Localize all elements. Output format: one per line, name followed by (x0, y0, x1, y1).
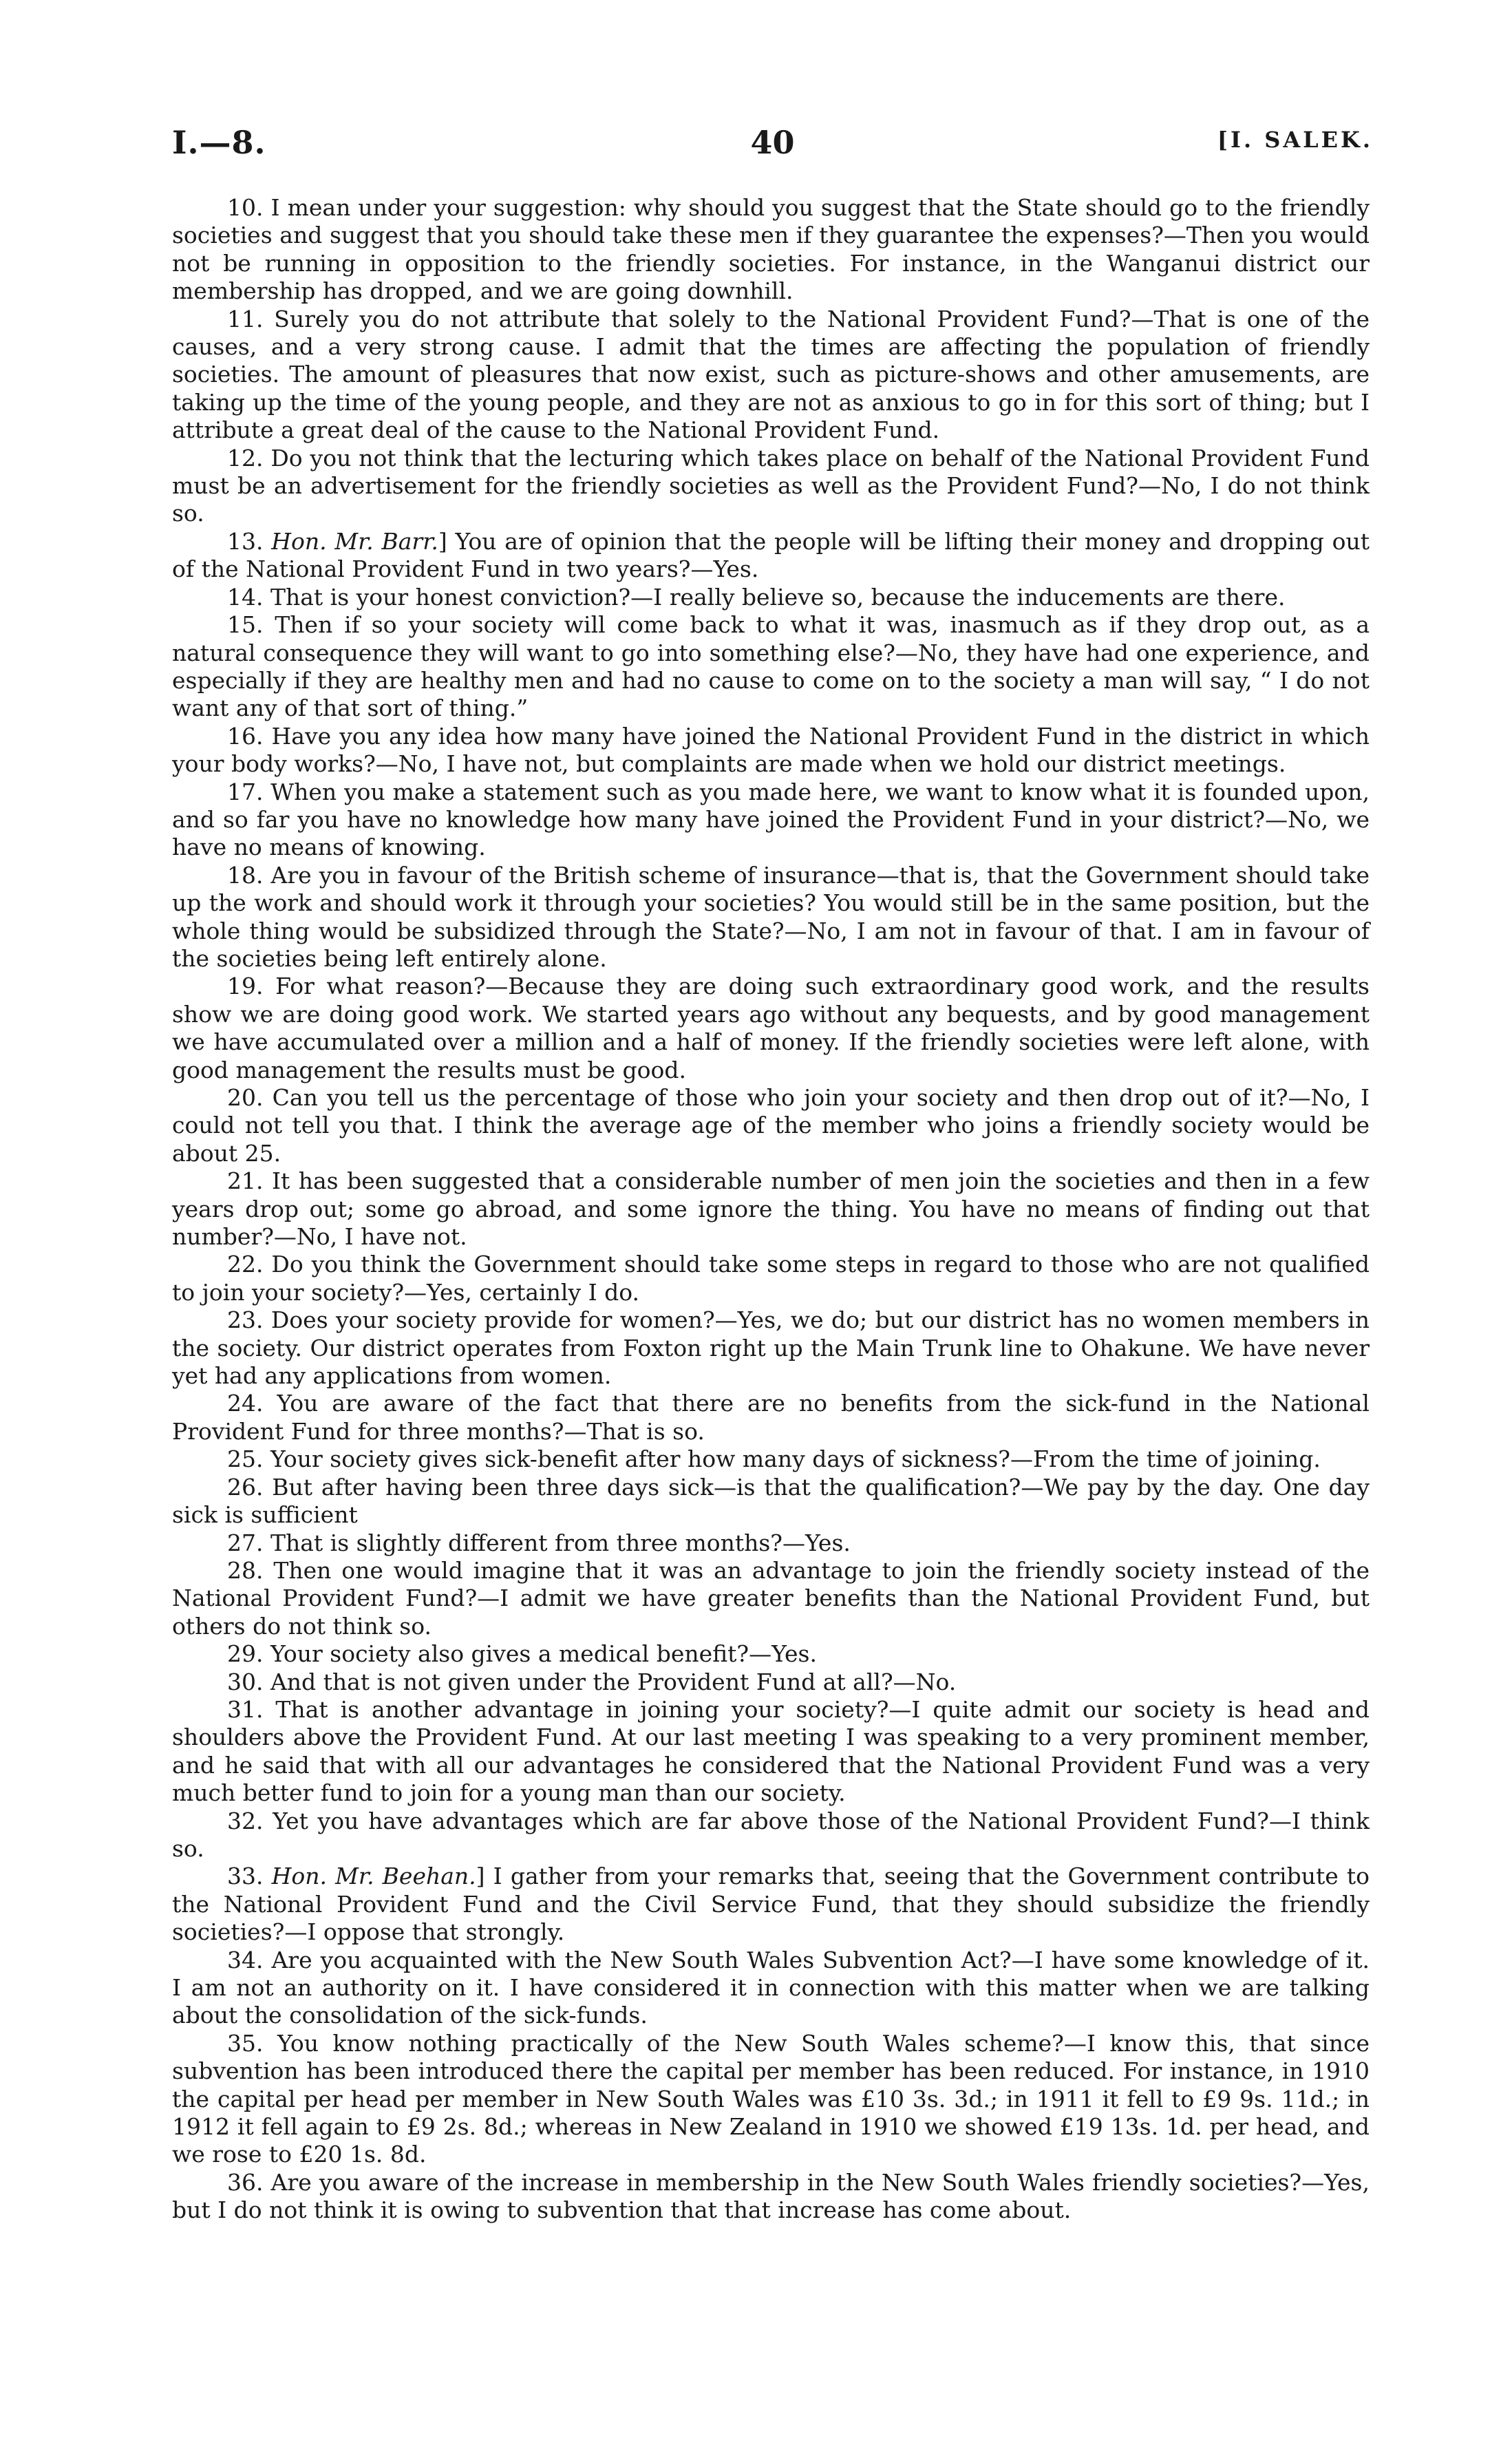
question-29: 29. Your society also gives a medical benefit?—Yes. (227, 1640, 817, 1668)
question-27: 27. That is slightly different from three months?—Yes. (227, 1529, 851, 1556)
question-13: 13. Hon. Mr. Barr.] You are of opinion that the people will be lifting their money and dropping out of the National Provident Fund in two years?—Yes. (172, 527, 1370, 583)
question-33: 33. Hon. Mr. Beehan.] I gather from your remarks that, seeing that the Government contribute to the National Provident Fund and the Civil Service Fund, that they should subsidize the friendly societies?—I oppose that strongly. (172, 1863, 1370, 1946)
question-23: 23. Does your society provide for women?—Yes, we do; but our district has no women members in the society. Our district operates from Foxton right up the Main Trunk line to Ohakune. We have never yet had any applications from women. (172, 1306, 1370, 1390)
page-number: 40 (750, 124, 795, 161)
question-21: 21. It has been suggested that a considerable number of men join the societies and then in a few years drop out; some go abroad, and some ignore the thing. You have no means of finding out that number?—No, I have not. (172, 1167, 1370, 1251)
question-14: 14. That is your honest conviction?—I really believe so, because the inducements are there. (227, 583, 1286, 611)
page-header (172, 124, 1373, 172)
question-19: 19. For what reason?—Because they are doing such extraordinary good work, and the results show we are doing good work. We started years ago without any bequests, and by good management we have accumulated over a million and a half of money. If the friendly societies were left alone, with good management the results must be good. (172, 973, 1370, 1083)
speaker-name: Hon. Mr. Beehan. (271, 1863, 476, 1890)
question-18: 18. Are you in favour of the British scheme of insurance—that is, that the Government should take up the work and should work it through your societies? You would still be in the same position, but the whole thing would be subsidized through the State?—No, I am not in favour of that. I am in favour of the societies being left entirely alone. (172, 861, 1370, 972)
question-22: 22. Do you think the Government should take some steps in regard to those who are not qualified to join your society?—Yes, certainly I do. (172, 1251, 1370, 1306)
question-28: 28. Then one would imagine that it was an advantage to join the friendly society instead of the National Provident Fund?—I admit we have greater benefits than the National Provident Fund, but others do not think so. (172, 1556, 1370, 1640)
question-25: 25. Your society gives sick-benefit after how many days of sickness?—From the time of joining. (227, 1445, 1321, 1473)
question-10: 10. I mean under your suggestion: why should you suggest that the State should go to the friendly societies and suggest that you should take these men if they guarantee the expenses?—Then you would not be running in opposition to the friendly societies. For instance, in the Wanganui district our membership has dropped, and we are going downhill. (172, 194, 1370, 305)
question-12: 12. Do you not think that the lecturing which takes place on behalf of the National Provident Fund must be an advertisement for the friendly societies as well as the Provident Fund?—No, I do not think so. (172, 444, 1370, 527)
question-20: 20. Can you tell us the percentage of those who join your society and then drop out of it?—No, I could not tell you that. I think the average age of the member who joins a friendly society would be about 25. (172, 1084, 1370, 1167)
question-24: 24. You are aware of the fact that there are no benefits from the sick-fund in the National Provident Fund for three months?—That is so. (172, 1390, 1370, 1445)
question-34: 34. Are you acquainted with the New South Wales Subvention Act?—I have some knowledge of it. I am not an authority on it. I have considered it in connection with this matter when we are talking about the consolidation of the sick-funds. (172, 1946, 1370, 2029)
question-36: 36. Are you aware of the increase in membership in the New South Wales friendly societies?—Yes, but I do not think it is owing to subvention that that increase has come about. (172, 2168, 1370, 2224)
series-reference: I.—8. (172, 124, 266, 161)
question-32: 32. Yet you have advantages which are far above those of the National Provident Fund?—I think so. (172, 1807, 1370, 1862)
speaker-name: Hon. Mr. Barr. (271, 527, 438, 555)
question-30: 30. And that is not given under the Provident Fund at all?—No. (227, 1668, 957, 1695)
question-16: 16. Have you any idea how many have joined the National Provident Fund in the district in which your body works?—No, I have not, but complaints are made when we hold our district meetings. (172, 722, 1370, 778)
witness-name: [I. SALEK. (1217, 127, 1373, 153)
question-35: 35. You know nothing practically of the New South Wales scheme?—I know this, that since subvention has been introduced there the capital per member has been reduced. For instance, in 1910 the capital per head per member in New South Wales was £10 3s. 3d.; in 1911 it fell to £9 9s. 11d.; in 1912 it fell again to £9 2s. 8d.; whereas in New Zealand in 1910 we showed £19 13s. 1d. per head, and we rose to £20 1s. 8d. (172, 2029, 1370, 2168)
question-31: 31. That is another advantage in joining your society?—I quite admit our society is head and shoulders above the Provident Fund. At our last meeting I was speaking to a very prominent member, and he said that with all our advantages he considered that the National Provident Fund was a very much better fund to join for a young man than our society. (172, 1695, 1370, 1807)
question-17: 17. When you make a statement such as you made here, we want to know what it is founded upon, and so far you have no knowledge how many have joined the Provident Fund in your district?—No, we have no means of knowing. (172, 778, 1370, 861)
question-26: 26. But after having been three days sick—is that the qualification?—We pay by the day. One day sick is sufficient (172, 1473, 1370, 1529)
question-15: 15. Then if so your society will come back to what it was, inasmuch as if they drop out, as a natural consequence they will want to go into something else?—No, they have had one experience, and especially if they are healthy men and had no cause to come on to the society a man will say, “ I do not want any of that sort of thing.” (172, 611, 1370, 722)
question-11: 11. Surely you do not attribute that solely to the National Provident Fund?—That is one of the causes, and a very strong cause. I admit that the times are affecting the population of friendly societies. The amount of pleasures that now exist, such as picture-shows and other amusements, are taking up the time of the young people, and they are not as anxious to go in for this sort of thing; but I attribute a great deal of the cause to the National Provident Fund. (172, 305, 1370, 444)
testimony-body (172, 194, 1370, 2225)
